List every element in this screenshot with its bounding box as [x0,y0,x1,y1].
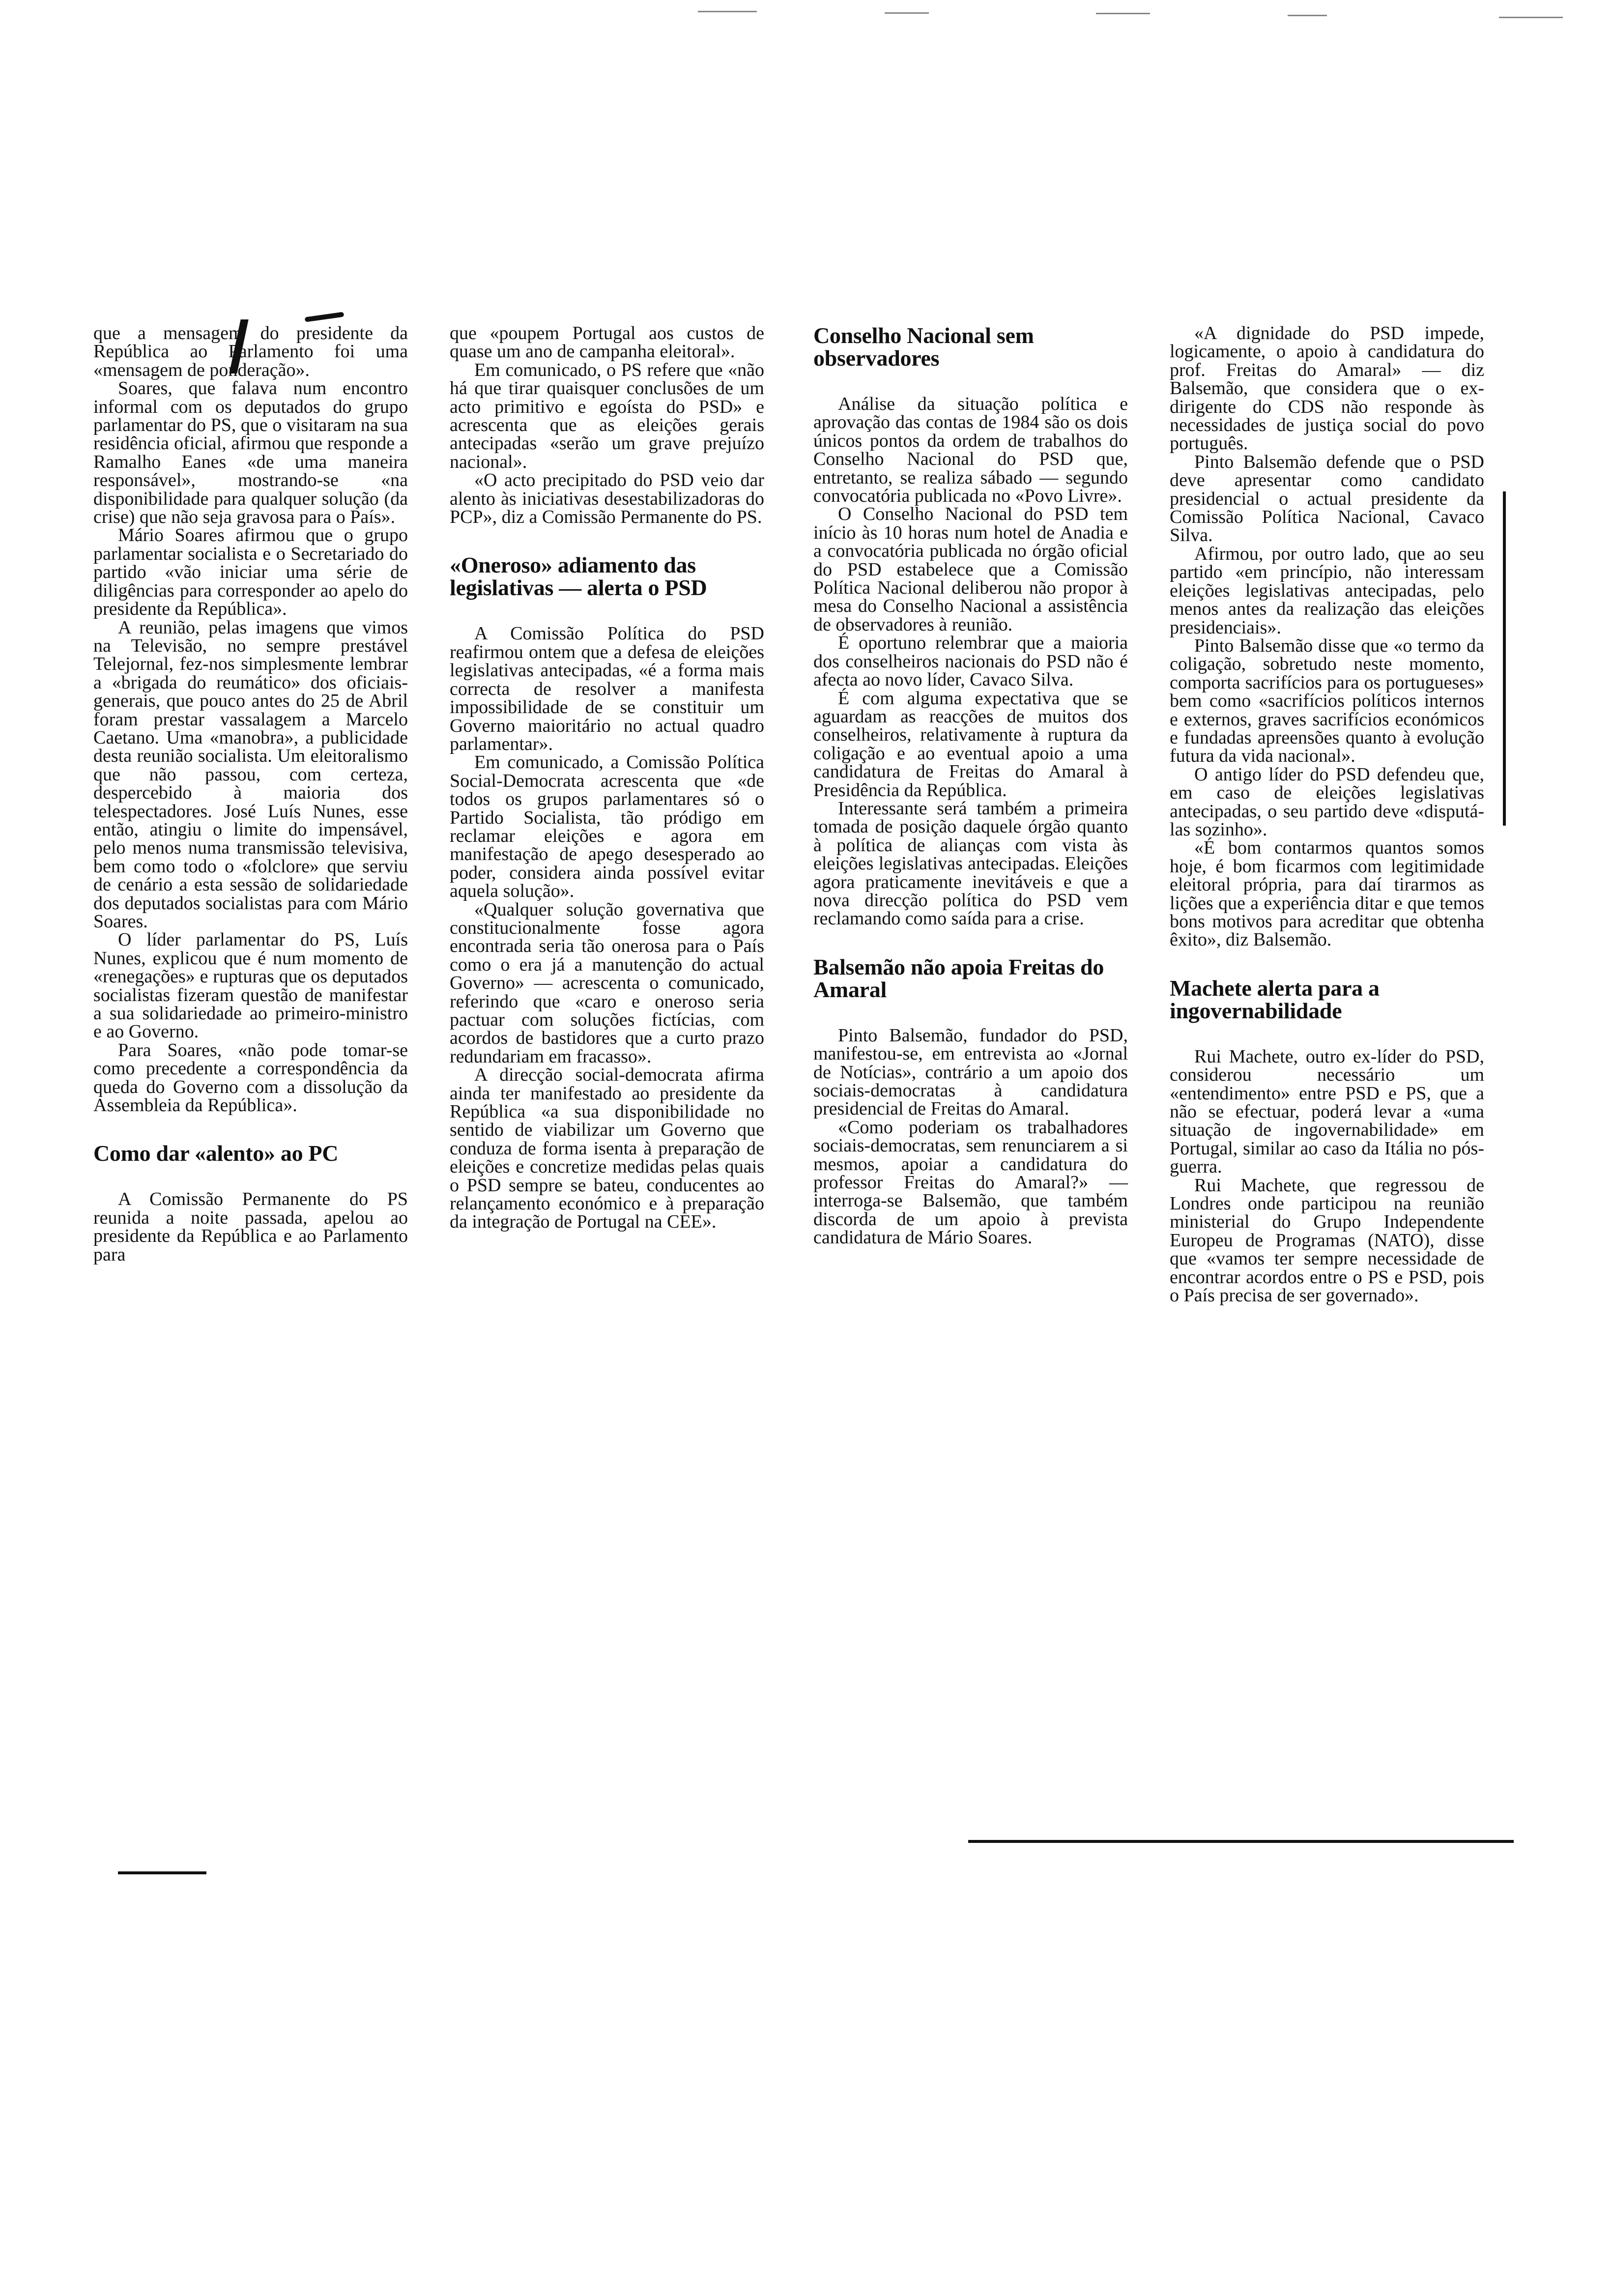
article-paragraph: «É bom contarmos quantos somos hoje, é bom ficarmos com legitimidade eleitoral própria, para daí tirarmos as lições que a experiência ditar e que temos bons motivos para acreditar que obtenha êxito», diz Balsemão. [1170,837,1484,950]
article-paragraph: que a mensagem do presidente da República ao Parlamento foi uma «mensagem de ponderação». [93,323,408,380]
article-paragraph: Rui Machete, que regressou de Londres onde participou na reunião ministerial do Grupo Independente Europeu de Programas (NATO), disse que «vamos ter sempre necessidade de encontrar acordos entre o PS e PSD, pois o País precisa de ser governado». [1170,1175,1484,1306]
article-paragraph: Pinto Balsemão, fundador do PSD, manifestou-se, em entrevista ao «Jornal de Notícias», contrário a um apoio dos sociais-democratas à candidatura presidencial de Freitas do Amaral. [813,1025,1128,1119]
article-paragraph: A Comissão Permanente do PS reunida a noite passada, apelou ao presidente da República e ao Parlamento para [93,1189,408,1265]
article-paragraph: que «poupem Portugal aos custos de quase um ano de campanha eleitoral». [450,323,764,362]
section-headline: Como dar «alento» ao PC [93,1141,339,1166]
article-paragraph: O antigo líder do PSD defendeu que, em caso de eleições legislativas antecipadas, o seu partido deve «disputá-las sozinho». [1170,764,1484,840]
article-paragraph: Rui Machete, outro ex-líder do PSD, considerou necessário um «entendimento» entre PSD e PS, que a não se efectuar, poderá levar a «uma situação de ingovernabilidade» em Portugal, similar ao caso da Itália no pós-guerra. [1170,1046,1484,1177]
article-paragraph: A reunião, pelas imagens que vimos na Televisão, no sempre prestável Telejornal, fez-nos simplesmente lembrar a «brigada do reumático» dos oficiais-generais, que pouco antes do 25 de Abril foram prestar vassalagem a Marcelo Caetano. Uma «manobra», a publicidade desta reunião socialista. Um eleitoralismo que não passou, com certeza, despercebido à maioria dos telespectadores. José Luís Nunes, esse então, atingiu o limite do impensável, pelo menos numa transmissão televisiva, bem como todo o «folclore» que serviu de cenário a esta sessão de solidariedade dos deputados socialistas para com Mário Soares. [93,617,408,932]
article-paragraph: Afirmou, por outro lado, que ao seu partido «em princípio, não interessam eleições legislativas antecipadas, pelo menos antes da realização das eleições presidenciais». [1170,543,1484,638]
scan-artifact-top [885,12,929,14]
section-headline: «Oneroso» adiamento das legislativas — alerta o PSD [450,552,707,601]
article-paragraph: «O acto precipitado do PSD veio dar alento às iniciativas desestabilizadoras do PCP», diz a Comissão Permanente do PS. [450,470,764,528]
article-paragraph: «A dignidade do PSD impede, logicamente, o apoio à candidatura do prof. Freitas do Amaral» — diz Balsemão, que considera que o ex-dirigente do CDS não responde às necessidades de justiça social do povo português. [1170,323,1484,454]
article-paragraph: Pinto Balsemão defende que o PSD deve apresentar como candidato presidencial o actual presidente da Comissão Política Nacional, Cavaco Silva. [1170,451,1484,546]
section-end-rule [968,1840,1514,1843]
section-headline: Conselho Nacional sem observadores [813,323,1034,371]
article-column-2 [450,324,764,1232]
article-paragraph: Pinto Balsemão disse que «o termo da coligação, sobretudo neste momento, comporta sacrifícios para os portugueses» bem como «sacrifícios políticos internos e externos, graves sacrifícios económicos e fundadas apreensões quanto à evolução futura da vida nacional». [1170,635,1484,767]
article-column-3 [813,324,1128,1247]
article-paragraph: A Comissão Política do PSD reafirmou ontem que a defesa de eleições legislativas antecipadas, «é a forma mais correcta de resolver a manifesta impossibilidade de se constituir um Governo maioritário no actual quadro parlamentar». [450,623,764,754]
article-paragraph: O Conselho Nacional do PSD tem início às 10 horas num hotel de Anadia e a convocatória publicada no órgão oficial do PSD estabelece que a Comissão Política Nacional deliberou não propor à mesa do Conselho Nacional a assistência de observadores à reunião. [813,504,1128,635]
article-paragraph: O líder parlamentar do PS, Luís Nunes, explicou que é num momento de «renegações» e rupturas que os deputados socialistas fizeram questão de manifestar a sua solidariedade ao primeiro-ministro e ao Governo. [93,929,408,1042]
article-paragraph: Em comunicado, a Comissão Política Social-Democrata acrescenta que «de todos os grupos parlamentares só o Partido Socialista, tão pródigo em reclamar eleições e agora em manifestação de apego desesperado ao poder, considera ainda possível evitar aquela solução». [450,752,764,902]
article-paragraph: A direcção social-democrata afirma ainda ter manifestado ao presidente da República «a sua disponibilidade no sentido de viabilizar um Governo que conduza de forma isenta à preparação de eleições e concretize medidas pelas quais o PSD sempre se bateu, conducentes ao relançamento económico e à preparação da integração de Portugal na CEE». [450,1064,764,1233]
column-end-rule [118,1871,206,1874]
article-paragraph: É com alguma expectativa que se aguardam as reacções de muitos dos conselheiros, relativamente à ruptura da coligação e ao eventual apoio a uma candidatura de Freitas do Amaral à Presidência da República. [813,688,1128,801]
scan-artifact-top [1288,15,1327,16]
article-paragraph: É oportuno relembrar que a maioria dos conselheiros nacionais do PSD não é afecta ao novo líder, Cavaco Silva. [813,632,1128,690]
article-paragraph: Soares, que falava num encontro informal com os deputados do grupo parlamentar do PS, que o visitaram na sua residência oficial, afirmou que responde a Ramalho Eanes «de uma maneira responsável», mostrando-se «na disponibilidade para qualquer solução (da crise) que não seja gravosa para o País». [93,378,408,528]
article-paragraph: «Qualquer solução governativa que constitucionalmente fosse agora encontrada seria tão onerosa para o País como o era já a manutenção do actual Governo» — acrescenta o comunicado, referindo que «caro e oneroso seria pactuar com soluções fictícias, com acordos de bastidores que a curto prazo redundariam em fracasso». [450,899,764,1067]
scan-artifact-top [698,11,757,12]
article-paragraph: Em comunicado, o PS refere que «não há que tirar quaisquer conclusões de um acto primitivo e egoísta do PSD» e acrescenta que as eleições gerais antecipadas «serão um grave prejuízo nacional». [450,359,764,472]
article-paragraph: Interessante será também a primeira tomada de posição daquele órgão quanto à política de alianças com vista às eleições legislativas antecipadas. Eleições agora praticamente inevitáveis e que a nova direcção política do PSD vem reclamando como saída para a crise. [813,798,1128,929]
column-divider [1503,491,1506,826]
scissor-mark [305,312,345,322]
article-paragraph: Mário Soares afirmou que o grupo parlamentar socialista e o Secretariado do partido «vão iniciar uma série de diligências para corresponder ao apelo do presidente da República». [93,525,408,620]
scan-artifact-top [1096,13,1150,14]
section-headline: Machete alerta para a ingovernabilidade [1170,975,1380,1023]
article-column-4 [1170,324,1484,1305]
article-paragraph: «Como poderiam os trabalhadores sociais-democratas, sem renunciarem a si mesmos, apoiar a candidatura do professor Freitas do Amaral?» — interroga-se Balsemão, que também discorda de um apoio à prevista candidatura de Mário Soares. [813,1117,1128,1248]
article-paragraph: Para Soares, «não pode tomar-se como precedente a correspondência da queda do Governo com a dissolução da Assembleia da República». [93,1039,408,1116]
section-headline: Balsemão não apoia Freitas do Amaral [813,954,1104,1002]
article-paragraph: Análise da situação política e aprovação das contas de 1984 são os dois únicos pontos da ordem de trabalhos do Conselho Nacional do PSD que, entretanto, se realiza sábado — segundo convocatória publicada no «Povo Livre». [813,394,1128,507]
scan-artifact-top [1499,17,1563,18]
article-column-1 [93,324,408,1264]
